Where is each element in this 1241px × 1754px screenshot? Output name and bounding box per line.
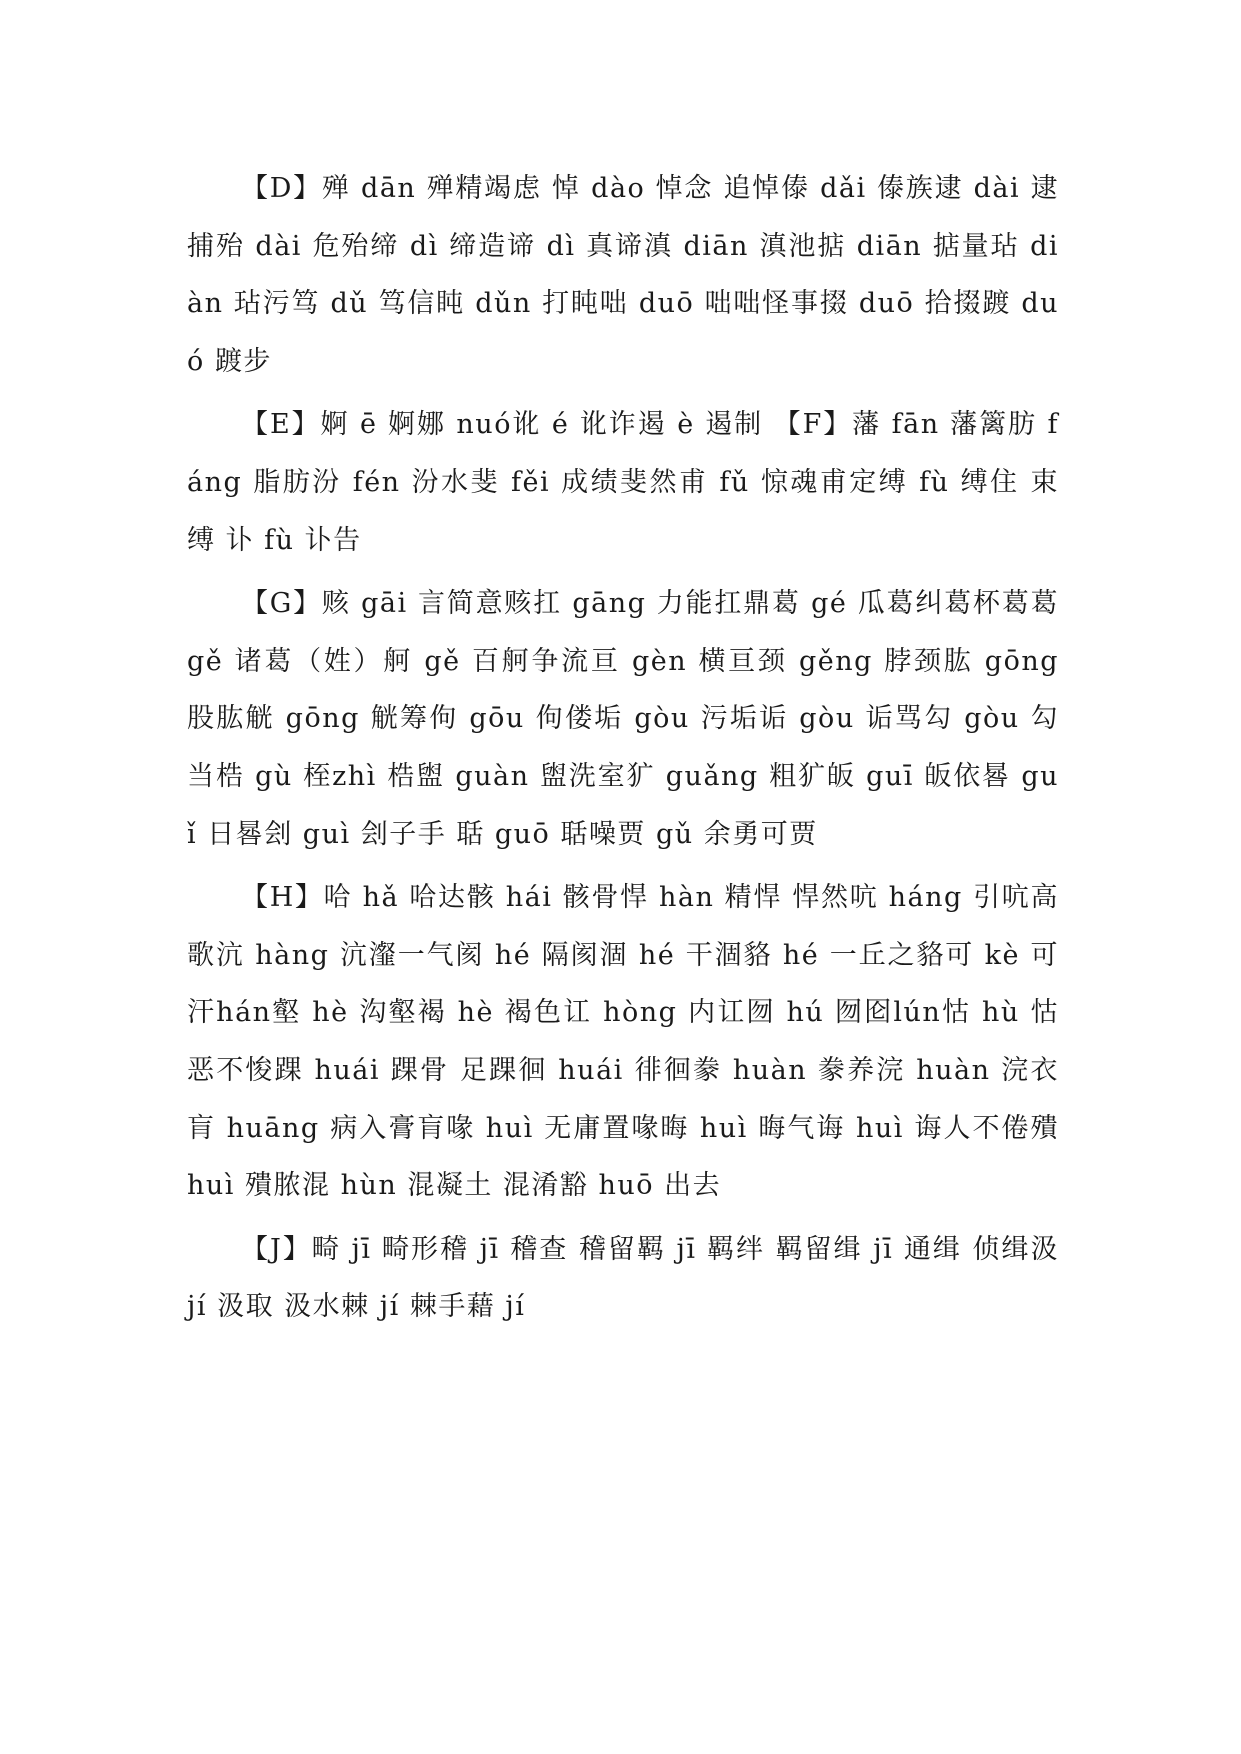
paragraph-g: 【G】赅 gāi 言简意赅扛 gāng 力能扛鼎葛 gé 瓜葛纠葛杯葛葛gě 诸葛（姓）舸 gě 百舸争流亘 gèn 横亘颈 gěng 脖颈肱 gōng 股肱觥 gōng 觥筹佝 gōu 佝偻垢 gòu 污垢诟 gòu 诟骂勾 gòu 勾当梏 gù 桎zhì 梏盥 guàn 盥洗室犷 guǎng 粗犷皈 guī 皈依晷 guǐ 日晷刽 guì 刽子手 聒 guō 聒噪贾 gǔ 余勇可贾 xyxy=(187,588,1059,850)
document-body xyxy=(187,160,1059,1342)
paragraph-e-f: 【E】婀 ē 婀娜 nuó讹 é 讹诈遏 è 遏制 【F】藩 fān 藩篱肪 fáng 脂肪汾 fén 汾水斐 fěi 成绩斐然甫 fǔ 惊魂甫定缚 fù 缚住 束缚 讣 fù 讣告 xyxy=(187,409,1059,556)
paragraph-d: 【D】殚 dān 殚精竭虑 悼 dào 悼念 追悼傣 dǎi 傣族逮 dài 逮捕殆 dài 危殆缔 dì 缔造谛 dì 真谛滇 diān 滇池掂 diān 掂量玷 diàn 玷污笃 dǔ 笃信盹 dǔn 打盹咄 duō 咄咄怪事掇 duō 拾掇踱 duó 踱步 xyxy=(187,173,1059,377)
paragraph-j: 【J】畸 jī 畸形稽 jī 稽查 稽留羁 jī 羁绊 羁留缉 jī 通缉 侦缉汲 jí 汲取 汲水棘 jí 棘手藉 jí xyxy=(187,1233,1059,1323)
paragraph-h: 【H】哈 hǎ 哈达骸 hái 骸骨悍 hàn 精悍 悍然吭 háng 引吭高歌沆 hàng 沆瀣一气阂 hé 隔阂涸 hé 干涸貉 hé 一丘之貉可 kè 可汗hán壑 hè 沟壑褐 hè 褐色讧 hòng 内讧囫 hú 囫囵lún怙 hù 怙恶不悛踝 huái 踝骨 足踝徊 huái 徘徊豢 huàn 豢养浣 huàn 浣衣肓 huāng 病入膏肓喙 huì 无庸置喙晦 huì 晦气诲 huì 诲人不倦殨 huì 殨脓混 hùn 混凝土 混淆豁 huō 出去 xyxy=(187,882,1059,1202)
